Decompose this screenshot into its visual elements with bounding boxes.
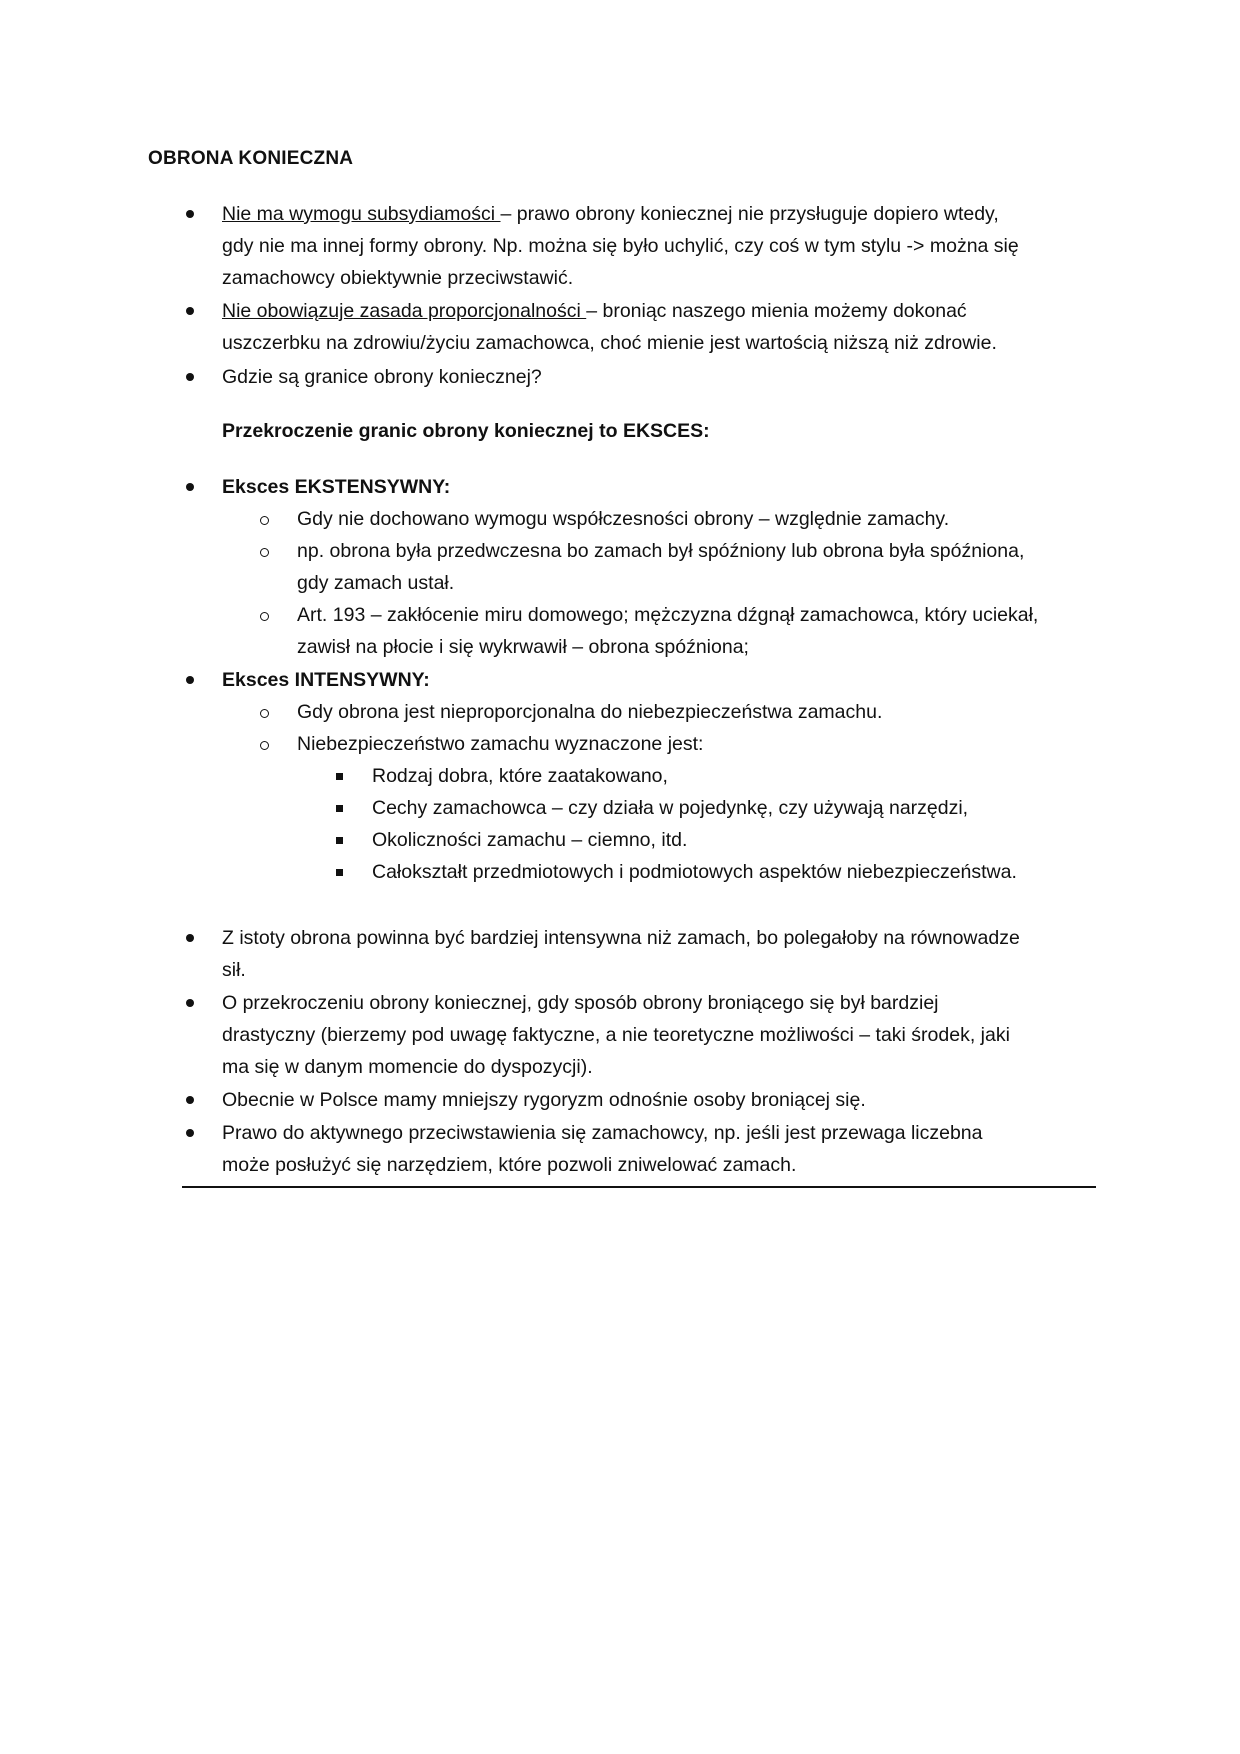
danger-factor-3: Okoliczności zamachu – ciemno, itd. (372, 829, 688, 851)
bullet-dot-icon (186, 999, 194, 1007)
extensive-item-3-line-2: zawisł na płocie i się wykrwawił – obrona spóźniona; (297, 636, 749, 658)
extensive-item-2-line-1: np. obrona była przedwczesna bo zamach był spóźniony lub obrona była spóźniona, (297, 540, 1025, 562)
square-bullet-icon (336, 837, 343, 844)
extensive-item-3-line-1: Art. 193 – zakłócenie miru domowego; mężczyzna dźgnął zamachowca, który uciekał, (297, 604, 1039, 626)
bullet-1-text: – prawo obrony koniecznej nie przysługuje dopiero wtedy, (500, 203, 999, 225)
bottom-divider (182, 1186, 1096, 1188)
bullet-dot-icon (186, 934, 194, 942)
danger-factor-2: Cechy zamachowca – czy działa w pojedynkę, czy używają narzędzi, (372, 797, 969, 819)
circle-bullet-icon (260, 741, 269, 750)
square-bullet-icon (336, 869, 343, 876)
bullet-2-underlined-term: Nie obowiązuje zasada proporcjonalności (222, 300, 587, 322)
danger-factor-1: Rodzaj dobra, które zaatakowano, (372, 765, 668, 787)
danger-factor-4: Całokształt przedmiotowych i podmiotowych aspektów niebezpieczeństwa. (372, 861, 1017, 883)
bullet-dot-icon (186, 373, 194, 381)
bullet-1-line-2: gdy nie ma innej formy obrony. Np. można się było uchylić, czy coś w tym stylu -> można się (222, 235, 1019, 257)
circle-bullet-icon (260, 516, 269, 525)
bullet-5-line-3: ma się w danym momencie do dyspozycji). (222, 1056, 593, 1078)
intensive-item-1: Gdy obrona jest nieproporcjonalna do niebezpieczeństwa zamachu. (297, 701, 883, 723)
bullet-3-line-1: Gdzie są granice obrony koniecznej? (222, 366, 542, 388)
bullet-dot-icon (186, 676, 194, 684)
extensive-item-1: Gdy nie dochowano wymogu współczesności obrony – względnie zamachy. (297, 508, 950, 530)
bullet-5-line-2: drastyczny (bierzemy pod uwagę faktyczne, a nie teoretyczne możliwości – taki środek, jaki (222, 1024, 1010, 1046)
bullet-6-line-1: Obecnie w Polsce mamy mniejszy rygoryzm odnośnie osoby broniącej się. (222, 1089, 866, 1111)
bullet-dot-icon (186, 1129, 194, 1137)
circle-bullet-icon (260, 548, 269, 557)
bullet-2-line-1 (222, 295, 967, 327)
bullet-1-underlined-term: Nie ma wymogu subsydiamości (222, 203, 501, 225)
bullet-2-text: – broniąc naszego mienia możemy dokonać (586, 300, 967, 322)
document-title: OBRONA KONIECZNA (148, 148, 354, 169)
bullet-7-line-2: może posłużyć się narzędziem, które pozwoli zniwelować zamach. (222, 1154, 797, 1176)
bullet-dot-icon (186, 210, 194, 218)
bullet-dot-icon (186, 483, 194, 491)
circle-bullet-icon (260, 709, 269, 718)
square-bullet-icon (336, 773, 343, 780)
bullet-7-line-1: Prawo do aktywnego przeciwstawienia się zamachowcy, np. jeśli jest przewaga liczebna (222, 1122, 983, 1144)
extensive-excess-label: Eksces EKSTENSYWNY: (222, 476, 451, 498)
excess-subheading: Przekroczenie granic obrony koniecznej to EKSCES: (222, 420, 710, 442)
bullet-1-line-3: zamachowcy obiektywnie przeciwstawić. (222, 267, 574, 289)
bullet-4-line-1: Z istoty obrona powinna być bardziej intensywna niż zamach, bo polegałoby na równowadze (222, 927, 1020, 949)
circle-bullet-icon (260, 612, 269, 621)
extensive-item-2-line-2: gdy zamach ustał. (297, 572, 455, 594)
bullet-5-line-1: O przekroczeniu obrony koniecznej, gdy sposób obrony broniącego się był bardziej (222, 992, 939, 1014)
intensive-item-2: Niebezpieczeństwo zamachu wyznaczone jest: (297, 733, 704, 755)
intensive-excess-label: Eksces INTENSYWNY: (222, 669, 430, 691)
bullet-4-line-2: sił. (222, 959, 246, 981)
bullet-2-line-2: uszczerbku na zdrowiu/życiu zamachowca, choć mienie jest wartością niższą niż zdrowie. (222, 332, 997, 354)
bullet-dot-icon (186, 1096, 194, 1104)
bullet-dot-icon (186, 307, 194, 315)
square-bullet-icon (336, 805, 343, 812)
bullet-1-line-1 (222, 198, 999, 230)
